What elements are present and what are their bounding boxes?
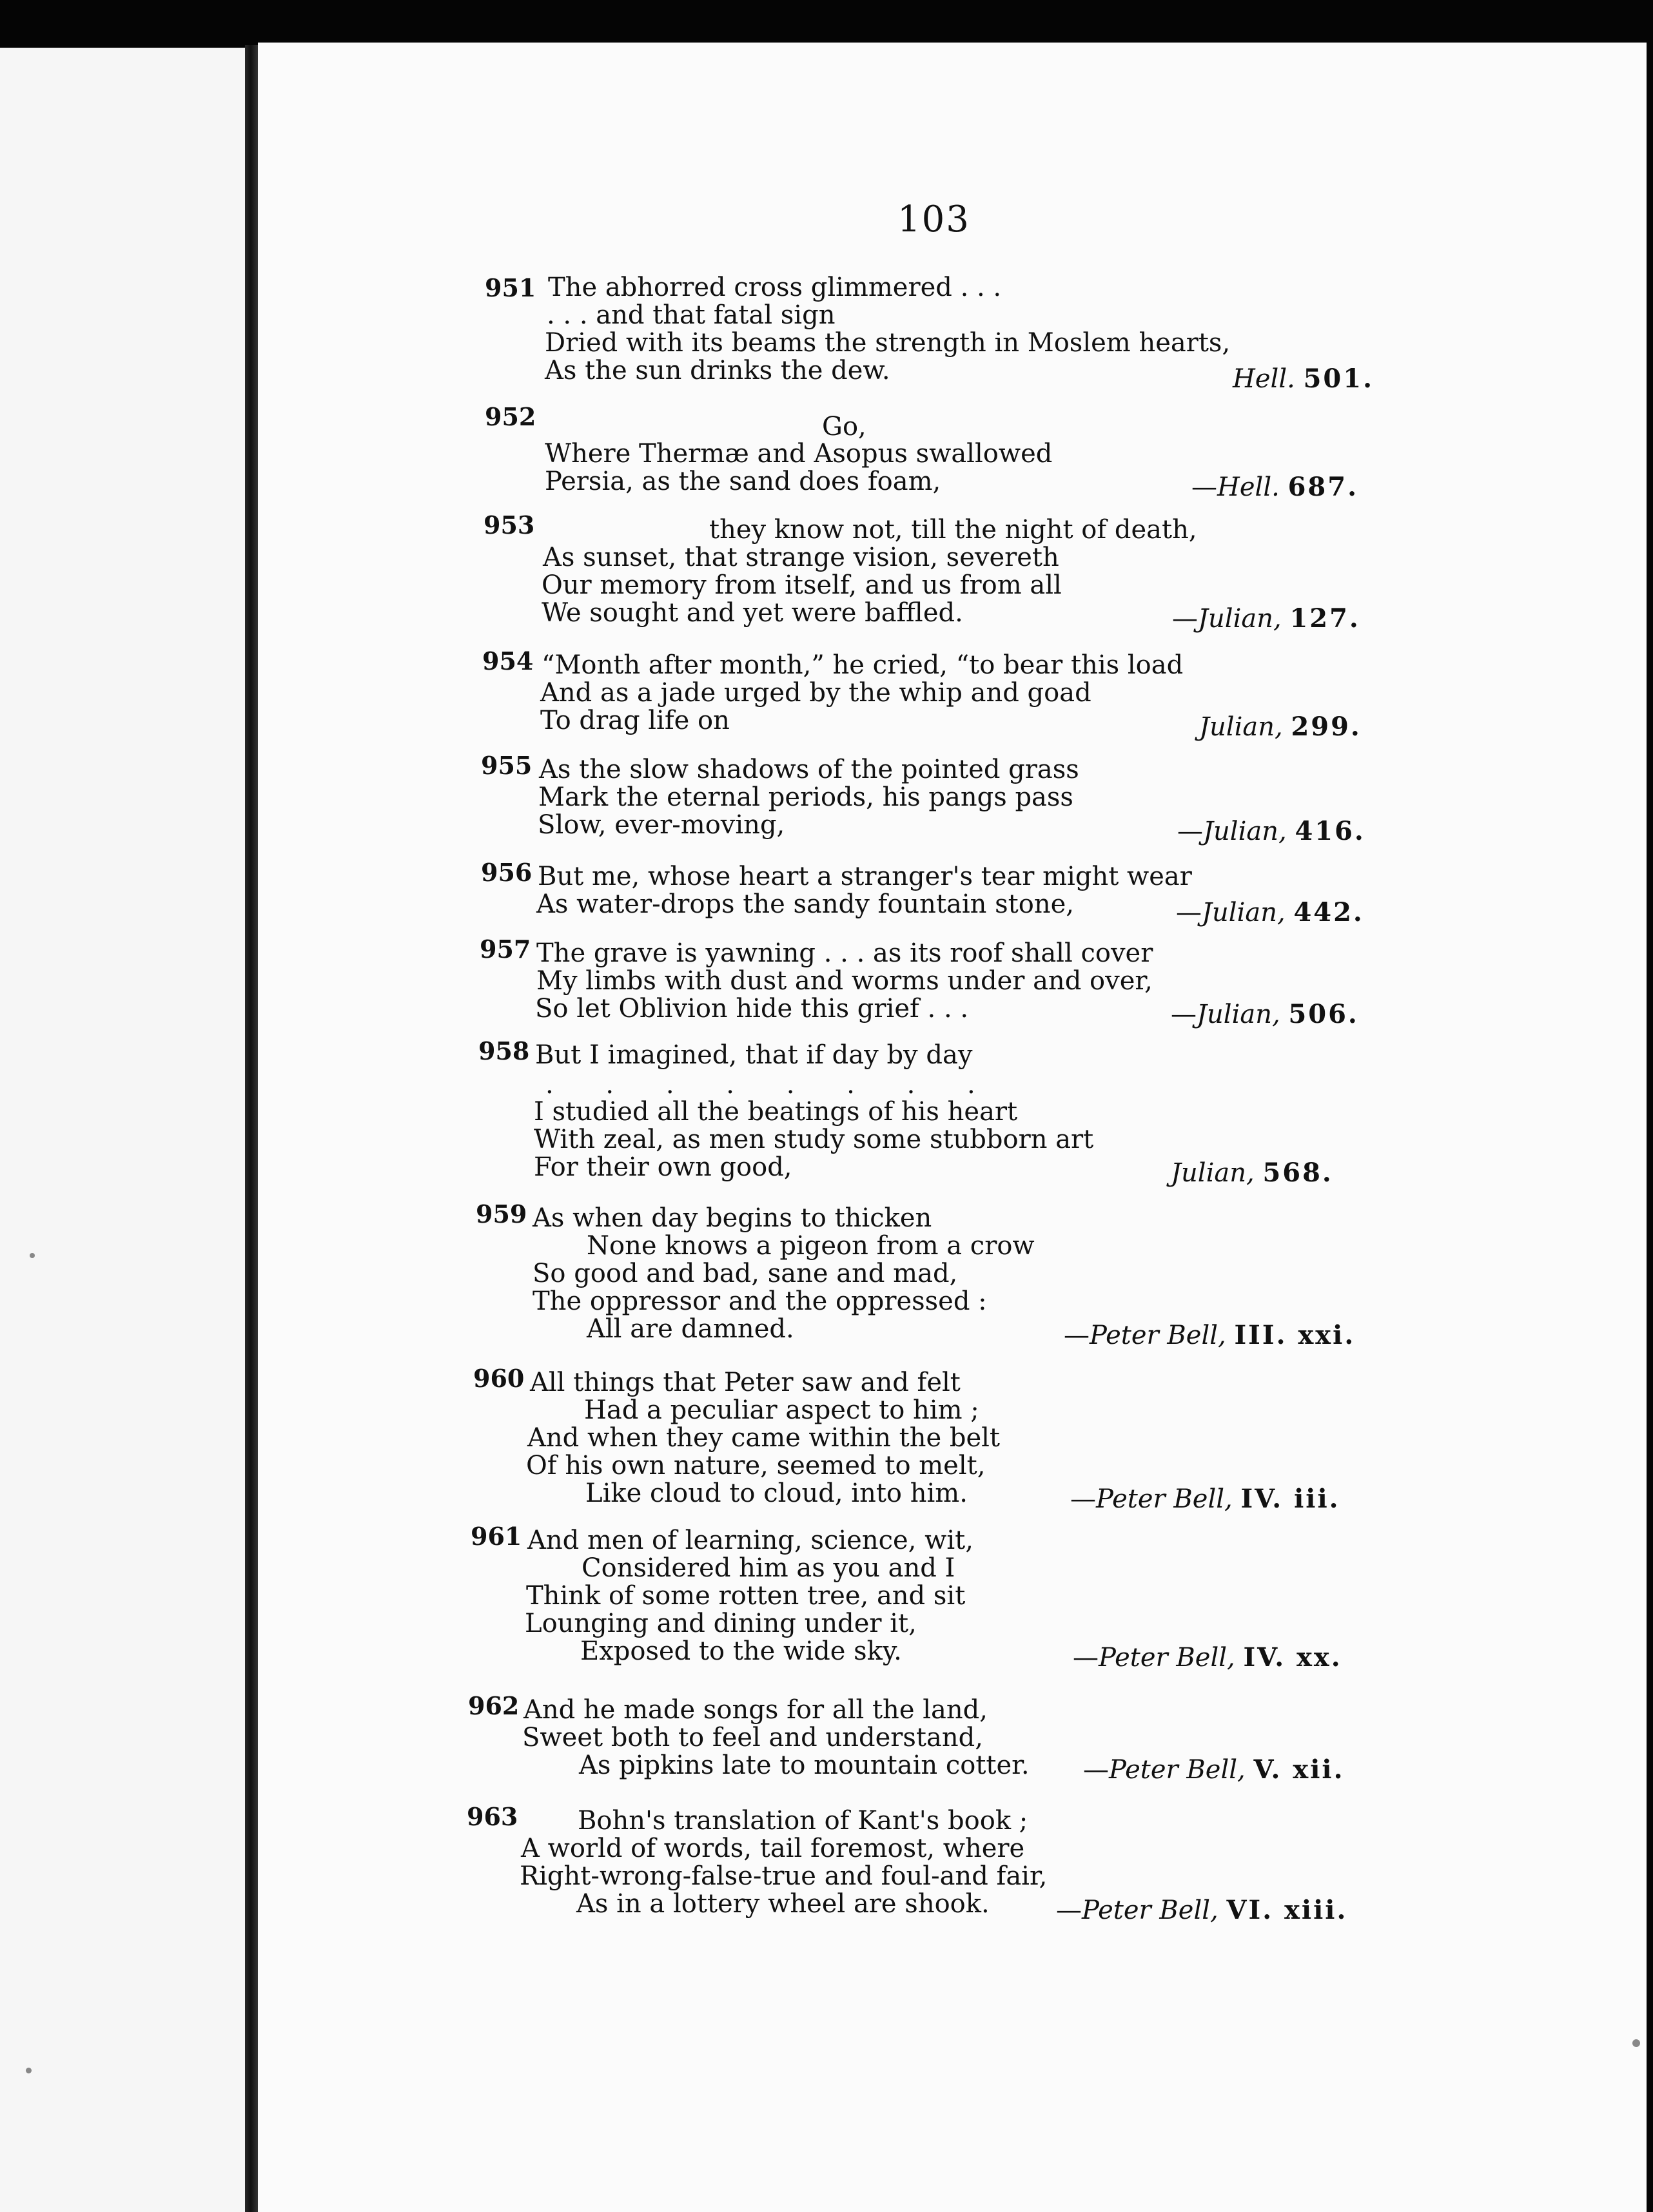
entry-number: 955 bbox=[481, 751, 533, 780]
verse-line: As water-drops the sandy fountain stone, bbox=[536, 889, 1074, 919]
citation-dash: — bbox=[1056, 1896, 1082, 1925]
source-citation bbox=[1073, 1642, 1342, 1673]
verse-line: . . . . . . . . bbox=[545, 1070, 997, 1100]
verse-line: To drag life on bbox=[540, 706, 730, 735]
verse-line: Go, bbox=[822, 412, 866, 441]
verse-line: Considered him as you and I bbox=[582, 1553, 955, 1583]
citation-dash: — bbox=[1064, 1321, 1090, 1350]
verse-line: But I imagined, that if day by day bbox=[535, 1040, 973, 1070]
citation-reference: VI. xiii. bbox=[1226, 1895, 1348, 1925]
verse-line: As in a lottery wheel are shook. bbox=[576, 1889, 990, 1919]
citation-dash: — bbox=[1171, 1000, 1197, 1029]
citation-reference: 127. bbox=[1289, 603, 1360, 634]
verse-line: . . . and that fatal sign bbox=[547, 300, 836, 330]
source-citation bbox=[1083, 1754, 1345, 1785]
entry-number: 954 bbox=[482, 646, 534, 675]
verse-line: Right-wrong-false-true and foul-and fair, bbox=[520, 1861, 1048, 1891]
verse-line: As pipkins late to mountain cotter. bbox=[579, 1751, 1030, 1780]
citation-dash: — bbox=[1172, 604, 1198, 634]
citation-work: Peter Bell, bbox=[1090, 1321, 1226, 1350]
verse-line: And he made songs for all the land, bbox=[523, 1695, 988, 1725]
verse-line: And as a jade urged by the whip and goad bbox=[540, 678, 1091, 708]
verse-line: A world of words, tail foremost, where bbox=[521, 1834, 1025, 1863]
paper-speck bbox=[26, 2068, 32, 2073]
verse-line: Where Thermæ and Asopus swallowed bbox=[545, 439, 1053, 469]
source-citation bbox=[1070, 1484, 1340, 1514]
citation-reference: 687. bbox=[1287, 472, 1358, 502]
citation-reference: 416. bbox=[1295, 816, 1365, 846]
verse-line: As the sun drinks the dew. bbox=[545, 356, 890, 385]
entry-number: 956 bbox=[481, 858, 533, 887]
source-citation bbox=[1172, 603, 1360, 634]
source-citation bbox=[1171, 999, 1359, 1029]
entry-number: 963 bbox=[467, 1802, 518, 1831]
verse-line: The abhorred cross glimmered . . . bbox=[548, 273, 1002, 302]
verse-line: Sweet both to feel and understand, bbox=[522, 1723, 983, 1752]
verse-line: they know not, till the night of death, bbox=[709, 515, 1197, 545]
verse-line: So good and bad, sane and mad, bbox=[533, 1259, 958, 1288]
source-citation bbox=[1064, 1320, 1355, 1350]
entry-number: 961 bbox=[471, 1522, 522, 1551]
verse-line: And men of learning, science, wit, bbox=[527, 1526, 973, 1555]
citation-reference: 442. bbox=[1293, 897, 1364, 927]
citation-dash: — bbox=[1177, 817, 1203, 846]
verse-line: I studied all the beatings of his heart bbox=[534, 1097, 1018, 1127]
citation-work: Julian, bbox=[1171, 1158, 1255, 1188]
source-citation bbox=[1177, 816, 1365, 846]
verse-line: Exposed to the wide sky. bbox=[580, 1636, 902, 1666]
verse-line: All things that Peter saw and felt bbox=[530, 1368, 961, 1397]
citation-work: Peter Bell, bbox=[1109, 1755, 1246, 1785]
verse-line: As sunset, that strange vision, severeth bbox=[543, 543, 1059, 572]
citation-work: Hell. bbox=[1233, 364, 1295, 394]
citation-reference: 568. bbox=[1262, 1158, 1333, 1188]
verse-line: The grave is yawning . . . as its roof shall cover bbox=[536, 938, 1153, 968]
citation-reference: III. xxi. bbox=[1234, 1320, 1356, 1350]
entry-number: 953 bbox=[484, 510, 535, 539]
source-citation bbox=[1056, 1895, 1347, 1925]
entry-number: 962 bbox=[468, 1691, 520, 1720]
verse-line: For their own good, bbox=[534, 1152, 792, 1182]
page-number: 103 bbox=[897, 199, 970, 240]
book-gutter bbox=[245, 45, 259, 2212]
citation-dash: — bbox=[1073, 1643, 1099, 1673]
citation-dash: — bbox=[1176, 898, 1202, 927]
entry-number: 951 bbox=[485, 273, 536, 302]
verse-line: Had a peculiar aspect to him ; bbox=[584, 1395, 979, 1425]
verse-line: Of his own nature, seemed to melt, bbox=[526, 1451, 986, 1480]
verse-line: Mark the eternal periods, his pangs pass bbox=[538, 782, 1073, 812]
citation-work: Julian, bbox=[1203, 817, 1287, 846]
verse-line: As when day begins to thicken bbox=[533, 1203, 932, 1233]
citation-reference: IV. xx. bbox=[1243, 1642, 1342, 1673]
entry-number: 958 bbox=[478, 1036, 530, 1065]
verse-line: With zeal, as men study some stubborn art bbox=[534, 1125, 1094, 1154]
citation-work: Julian, bbox=[1199, 712, 1283, 742]
citation-reference: 299. bbox=[1291, 712, 1362, 742]
citation-reference: V. xii. bbox=[1253, 1754, 1345, 1785]
citation-work: Julian, bbox=[1197, 1000, 1280, 1029]
left-page-edge bbox=[0, 48, 250, 2212]
verse-line: So let Oblivion hide this grief . . . bbox=[535, 994, 969, 1024]
verse-line: We sought and yet were baffled. bbox=[542, 598, 963, 628]
source-citation bbox=[1233, 364, 1374, 394]
entry-number: 959 bbox=[476, 1199, 527, 1228]
verse-line: As the slow shadows of the pointed grass bbox=[539, 755, 1079, 784]
citation-work: Peter Bell, bbox=[1082, 1896, 1218, 1925]
entry-number: 957 bbox=[480, 935, 531, 964]
citation-work: Hell. bbox=[1217, 472, 1280, 502]
source-citation bbox=[1191, 472, 1358, 502]
verse-line: The oppressor and the oppressed : bbox=[533, 1286, 987, 1316]
source-citation bbox=[1199, 712, 1362, 742]
verse-line: None knows a pigeon from a crow bbox=[587, 1231, 1035, 1261]
citation-work: Julian, bbox=[1198, 604, 1282, 634]
verse-line: But me, whose heart a stranger's tear might wear bbox=[538, 862, 1192, 891]
verse-line: Our memory from itself, and us from all bbox=[542, 570, 1062, 600]
entry-number: 952 bbox=[485, 402, 536, 431]
paper-speck bbox=[1632, 2039, 1640, 2047]
verse-line: Persia, as the sand does foam, bbox=[545, 467, 941, 496]
citation-dash: — bbox=[1191, 472, 1217, 502]
citation-reference: 501. bbox=[1303, 364, 1374, 394]
citation-work: Julian, bbox=[1202, 898, 1286, 927]
citation-work: Peter Bell, bbox=[1099, 1643, 1235, 1673]
verse-line: Bohn's translation of Kant's book ; bbox=[578, 1806, 1028, 1836]
verse-line: Like cloud to cloud, into him. bbox=[585, 1479, 968, 1508]
source-citation bbox=[1176, 897, 1364, 927]
verse-line: Think of some rotten tree, and sit bbox=[526, 1581, 966, 1611]
verse-line: “Month after month,” he cried, “to bear this load bbox=[542, 650, 1184, 680]
citation-work: Peter Bell, bbox=[1096, 1484, 1233, 1514]
verse-line: Slow, ever-moving, bbox=[538, 810, 785, 840]
verse-line: My limbs with dust and worms under and over, bbox=[536, 966, 1153, 996]
verse-line: And when they came within the belt bbox=[527, 1423, 1001, 1453]
verse-line: Lounging and dining under it, bbox=[525, 1609, 917, 1638]
citation-reference: 506. bbox=[1288, 999, 1359, 1029]
citation-reference: IV. iii. bbox=[1240, 1484, 1340, 1514]
entry-number: 960 bbox=[473, 1364, 525, 1393]
paper-speck bbox=[30, 1253, 35, 1258]
citation-dash: — bbox=[1070, 1484, 1096, 1514]
citation-dash: — bbox=[1083, 1755, 1109, 1785]
verse-line: Dried with its beams the strength in Moslem hearts, bbox=[545, 328, 1231, 358]
verse-line: All are damned. bbox=[587, 1314, 794, 1344]
source-citation bbox=[1171, 1158, 1333, 1188]
